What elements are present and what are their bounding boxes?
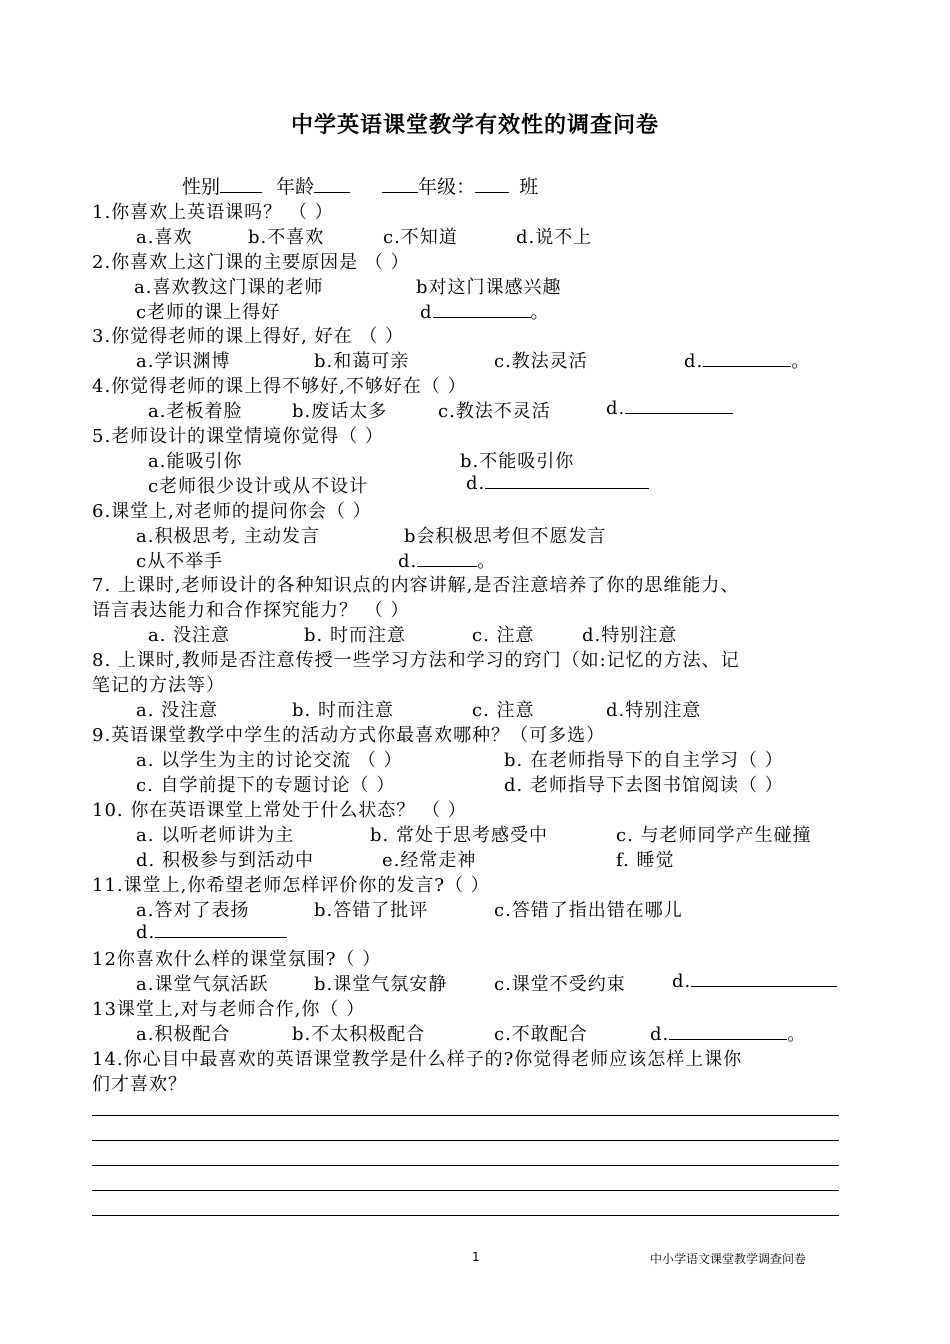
- option-a[interactable]: a. 没注意: [148, 625, 231, 646]
- question-11: 11.课堂上,你希望老师怎样评价你的发言?（ ）: [92, 875, 490, 896]
- grade-label: 年级：: [418, 176, 476, 198]
- option-c[interactable]: c. 与老师同学产生碰撞: [616, 825, 812, 846]
- option-d[interactable]: [684, 347, 810, 373]
- option-c[interactable]: c.不敢配合: [494, 1024, 588, 1045]
- option-d-end: 。: [530, 302, 550, 323]
- class-label: 班: [519, 176, 539, 198]
- question-14-line1: 14.你心目中最喜欢的英语课堂教学是什么样子的?你觉得老师应该怎样上课你: [92, 1049, 743, 1070]
- option-d[interactable]: [606, 397, 733, 419]
- answer-blank[interactable]: [625, 397, 733, 414]
- respondent-info: [182, 172, 538, 199]
- answer-blank[interactable]: [485, 472, 649, 489]
- option-a[interactable]: a. 没注意: [136, 700, 219, 721]
- option-c[interactable]: c.不知道: [383, 227, 458, 248]
- option-a[interactable]: a.喜欢: [136, 227, 193, 248]
- grade-blank[interactable]: [382, 174, 418, 193]
- answer-blank[interactable]: [669, 1023, 787, 1040]
- option-b[interactable]: b.废话太多: [292, 401, 388, 422]
- option-c[interactable]: c. 自学前提下的专题讨论（ ）: [136, 775, 396, 796]
- gender-label: 性别: [182, 176, 221, 198]
- question-1: 1.你喜欢上英语课吗？ （ ）: [92, 202, 334, 223]
- footer-caption: 中小学语文课堂教学调查问卷: [650, 1252, 807, 1266]
- option-c[interactable]: c.教法灵活: [494, 351, 588, 372]
- question-7-line1: 7. 上课时,老师设计的各种知识点的内容讲解,是否注意培养了你的思维能力、: [92, 575, 740, 596]
- option-d-label: d.: [398, 551, 418, 572]
- question-10: 10. 你在英语课堂上常处于什么状态？ （ ）: [92, 800, 467, 821]
- answer-blank[interactable]: [417, 550, 477, 567]
- option-d-label: d.: [606, 398, 626, 419]
- question-4: 4.你觉得老师的课上得不够好,不够好在（ ）: [92, 376, 467, 397]
- option-a[interactable]: a.答对了表扬: [136, 900, 250, 921]
- question-2: 2.你喜欢上这门课的主要原因是 （ ）: [92, 252, 410, 273]
- option-c[interactable]: c.课堂不受约束: [494, 974, 626, 995]
- option-b[interactable]: b. 时而注意: [292, 700, 394, 721]
- option-b[interactable]: b. 在老师指导下的自主学习（ ）: [504, 750, 784, 771]
- option-d-end: 。: [477, 551, 497, 572]
- option-d[interactable]: d.特别注意: [582, 625, 678, 646]
- answer-blank[interactable]: [703, 350, 791, 367]
- question-8-line2: 笔记的方法等）: [92, 675, 225, 696]
- option-d-label: d.: [684, 351, 704, 372]
- option-a[interactable]: a.积极思考, 主动发言: [136, 526, 320, 547]
- option-d[interactable]: [466, 472, 649, 494]
- option-d-label: d.: [650, 1024, 670, 1045]
- option-a[interactable]: a.老板着脸: [148, 401, 243, 422]
- option-d[interactable]: [650, 1020, 806, 1046]
- option-c[interactable]: c.答错了指出错在哪儿: [494, 900, 683, 921]
- question-9: 9.英语课堂教学中学生的活动方式你最喜欢哪种？（可多选）: [92, 725, 606, 746]
- option-b[interactable]: b.不太积极配合: [292, 1024, 426, 1045]
- age-label: 年龄: [276, 176, 315, 198]
- question-13: 13课堂上,对与老师合作,你（ ）: [92, 999, 366, 1020]
- question-7-line2: 语言表达能力和合作探究能力？ （ ）: [92, 600, 410, 621]
- option-a[interactable]: a.能吸引你: [148, 451, 243, 472]
- option-b[interactable]: b会积极思考但不愿发言: [404, 526, 607, 547]
- option-b[interactable]: b.不能吸引你: [460, 451, 575, 472]
- answer-line[interactable]: [92, 1140, 839, 1141]
- option-a[interactable]: a. 以听老师讲为主: [136, 825, 295, 846]
- option-c[interactable]: c. 注意: [472, 625, 535, 646]
- option-b[interactable]: b.和蔼可亲: [314, 351, 410, 372]
- option-d[interactable]: d.说不上: [516, 227, 593, 248]
- page-number: 1: [472, 1250, 480, 1264]
- answer-blank[interactable]: [155, 921, 287, 938]
- option-c[interactable]: c老师很少设计或从不设计: [148, 476, 369, 497]
- option-d[interactable]: d. 老师指导下去图书馆阅读（ ）: [504, 775, 784, 796]
- option-a[interactable]: a. 以学生为主的讨论交流 （ ）: [136, 750, 403, 771]
- option-b[interactable]: b. 时而注意: [304, 625, 406, 646]
- option-d[interactable]: [136, 921, 287, 943]
- option-d[interactable]: d. 积极参与到活动中: [136, 850, 314, 871]
- option-a[interactable]: a.喜欢教这门课的老师: [134, 277, 324, 298]
- option-d-label: d: [420, 302, 433, 323]
- option-c[interactable]: c. 注意: [472, 700, 535, 721]
- option-d[interactable]: [672, 970, 837, 992]
- question-12: 12你喜欢什么样的课堂氛围?（ ）: [92, 949, 382, 970]
- option-c[interactable]: c.教法不灵活: [438, 401, 551, 422]
- option-f[interactable]: f. 睡觉: [616, 850, 675, 871]
- question-5: 5.老师设计的课堂情境你觉得（ ）: [92, 426, 384, 447]
- option-e[interactable]: e.经常走神: [382, 850, 477, 871]
- question-6: 6.课堂上,对老师的提问你会（ ）: [92, 501, 372, 522]
- age-blank[interactable]: [314, 174, 350, 193]
- answer-blank[interactable]: [433, 301, 531, 318]
- option-b[interactable]: b.答错了批评: [314, 900, 429, 921]
- option-b[interactable]: b. 常处于思考感受中: [370, 825, 548, 846]
- answer-line[interactable]: [92, 1165, 839, 1166]
- option-d-label: d.: [466, 473, 486, 494]
- option-d[interactable]: d.特别注意: [606, 700, 702, 721]
- option-b[interactable]: b对这门课感兴趣: [416, 277, 562, 298]
- option-a[interactable]: a.积极配合: [136, 1024, 231, 1045]
- option-d-end: 。: [787, 1024, 807, 1045]
- option-b[interactable]: b.不喜欢: [248, 227, 325, 248]
- option-d-label: d.: [136, 922, 156, 943]
- answer-line[interactable]: [92, 1215, 839, 1216]
- option-a[interactable]: a.学识渊博: [136, 351, 231, 372]
- option-b[interactable]: b.课堂气氛安静: [314, 974, 448, 995]
- page-title: 中学英语课堂教学有效性的调查问卷: [290, 113, 659, 138]
- option-d-end: 。: [791, 351, 811, 372]
- option-d-label: d.: [672, 971, 692, 992]
- class-blank[interactable]: [475, 174, 509, 193]
- question-3: 3.你觉得老师的课上得好, 好在 （ ）: [92, 326, 405, 347]
- option-d[interactable]: [398, 547, 496, 573]
- answer-line[interactable]: [92, 1190, 839, 1191]
- answer-blank[interactable]: [691, 970, 837, 987]
- option-c[interactable]: c老师的课上得好: [136, 302, 281, 323]
- gender-blank[interactable]: [220, 174, 262, 193]
- answer-line[interactable]: [92, 1115, 839, 1116]
- option-d[interactable]: [420, 298, 550, 324]
- question-8-line1: 8. 上课时,教师是否注意传授一些学习方法和学习的窍门（如:记忆的方法、记: [92, 650, 740, 671]
- option-a[interactable]: a.课堂气氛活跃: [136, 974, 269, 995]
- option-c[interactable]: c从不举手: [136, 551, 224, 572]
- question-14-line2: 们才喜欢？: [92, 1074, 187, 1095]
